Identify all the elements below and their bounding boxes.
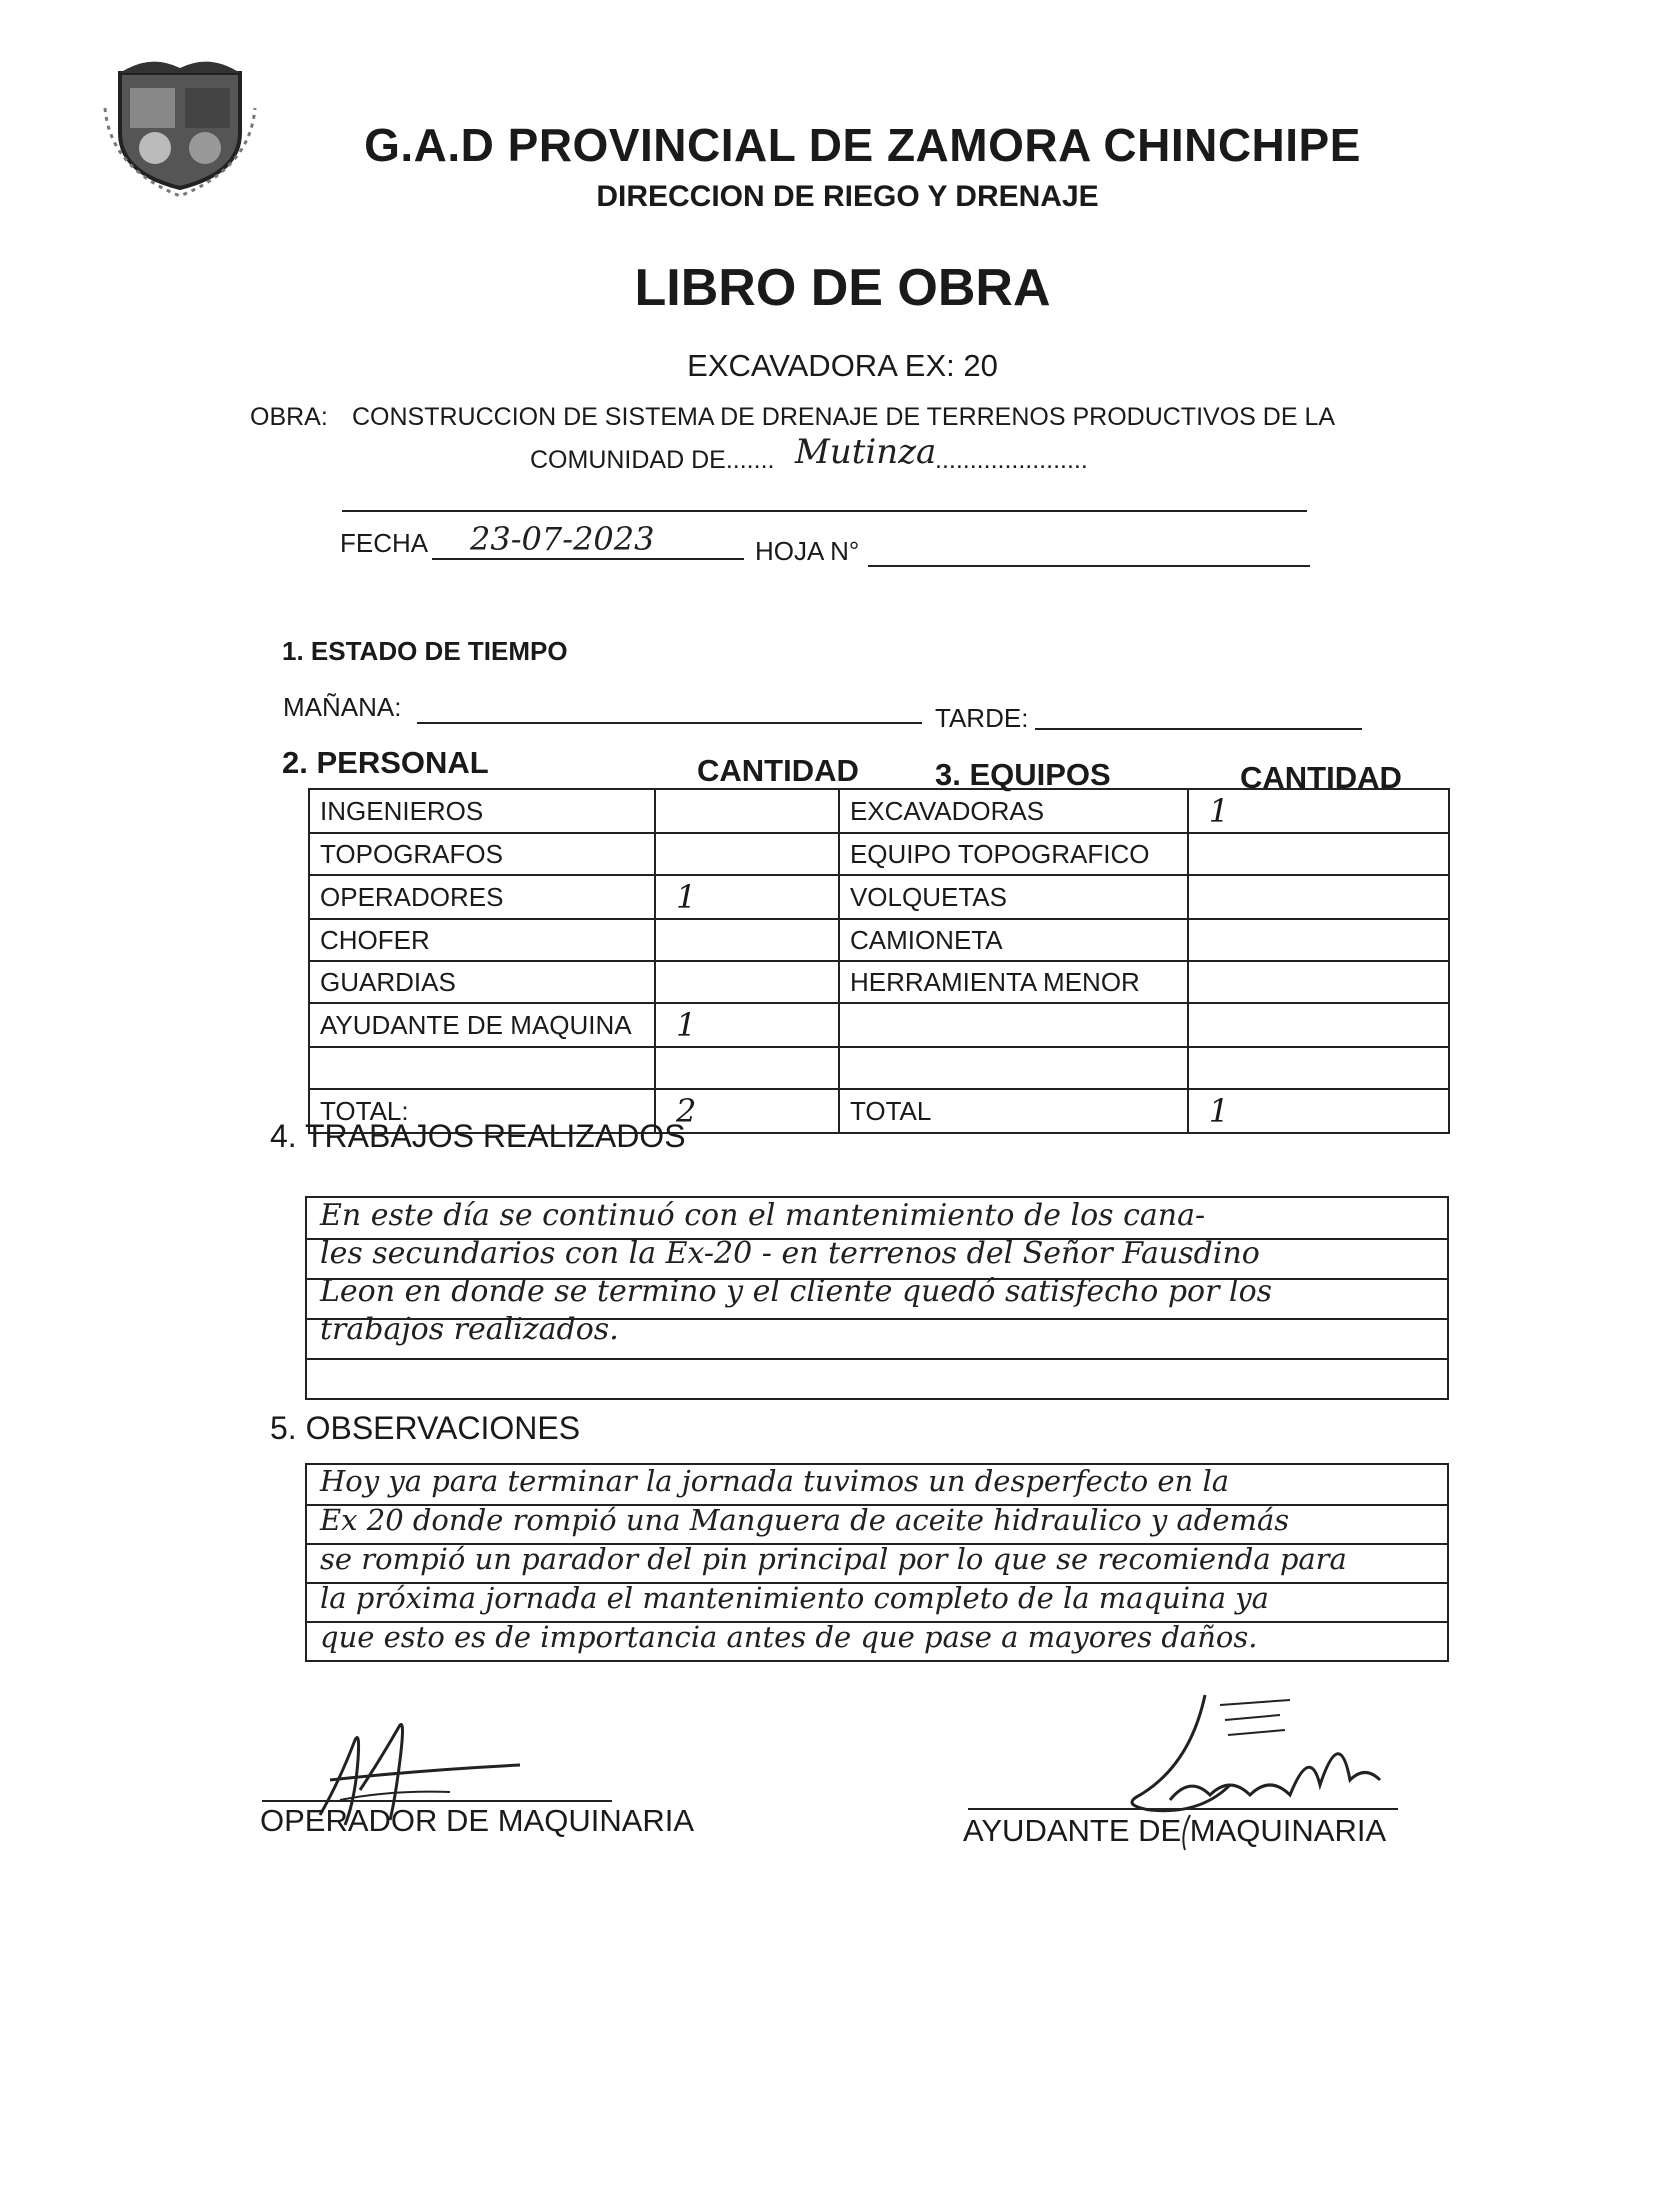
personal-label [309, 1047, 655, 1089]
personal-total-value: 2 [655, 1089, 839, 1133]
fecha-underline [432, 558, 744, 560]
equipo-cantidad [1188, 919, 1449, 961]
equipo-cantidad [1188, 875, 1449, 919]
personal-cantidad [655, 1047, 839, 1089]
observaciones-line: que esto es de importancia antes de que pase a mayores daños. [320, 1620, 1258, 1654]
ayudante-signature-line [968, 1808, 1398, 1810]
observaciones-line: se rompió un parador del pin principal por lo que se recomienda para [320, 1542, 1347, 1576]
table-row [309, 1047, 1449, 1089]
hoja-label: HOJA N° [755, 536, 860, 566]
fecha-value: 23-07-2023 [470, 520, 655, 558]
organization-title: G.A.D PROVINCIAL DE ZAMORA CHINCHIPE [364, 119, 1361, 171]
observaciones-line: Ex 20 donde rompió una Manguera de aceite hidraulico y además [320, 1503, 1290, 1537]
obra-description: CONSTRUCCION DE SISTEMA DE DRENAJE DE TERRENOS PRODUCTIVOS DE LA [352, 403, 1336, 431]
personal-equipos-table [308, 788, 1450, 1134]
table-row [309, 919, 1449, 961]
observaciones-text [320, 1462, 1450, 1657]
equipo-cantidad [1188, 961, 1449, 1003]
manana-underline [417, 722, 922, 724]
personal-cantidad [655, 789, 839, 833]
equipo-label: EXCAVADORAS [839, 789, 1188, 833]
observaciones-line: la próxima jornada el mantenimiento completo de la maquina ya [320, 1581, 1269, 1615]
fecha-label: FECHA [340, 528, 429, 558]
equipo-label: EQUIPO TOPOGRAFICO [839, 833, 1188, 875]
operador-signature-line [262, 1800, 612, 1802]
section-personal: 2. PERSONAL [282, 745, 489, 780]
personal-cantidad [655, 961, 839, 1003]
hoja-underline [868, 565, 1310, 567]
section-trabajos-realizados: 4. TRABAJOS REALIZADOS [270, 1118, 686, 1154]
equipo-label [839, 1003, 1188, 1047]
section-observaciones: 5. OBSERVACIONES [270, 1410, 581, 1446]
equipos-cantidad-header: CANTIDAD [1240, 760, 1402, 795]
personal-label: GUARDIAS [309, 961, 655, 1003]
table-row [309, 789, 1449, 833]
equipos-total-value: 1 [1188, 1089, 1449, 1133]
trabajos-text [320, 1197, 1450, 1349]
department-title: DIRECCION DE RIEGO Y DRENAJE [596, 180, 1099, 213]
equipo-cantidad [1188, 1003, 1449, 1047]
personal-cantidad: 1 [655, 875, 839, 919]
obra-underline [342, 510, 1307, 512]
table-row [309, 961, 1449, 1003]
personal-label: AYUDANTE DE MAQUINA [309, 1003, 655, 1047]
personal-cantidad [655, 919, 839, 961]
tarde-underline [1035, 728, 1362, 730]
table-row [309, 1003, 1449, 1047]
equipo-label [839, 1047, 1188, 1089]
document-title: LIBRO DE OBRA [634, 259, 1051, 317]
trabajos-line: trabajos realizados. [320, 1312, 619, 1347]
comunidad-label: COMUNIDAD DE....... [530, 446, 775, 474]
equipos-total-label: TOTAL [839, 1089, 1188, 1133]
equipo-cantidad [1188, 833, 1449, 875]
trabajos-line: En este día se continuó con el mantenimiento de los cana- [320, 1198, 1206, 1233]
obra-label: OBRA: [250, 403, 328, 431]
equipo-label: CAMIONETA [839, 919, 1188, 961]
personal-label: OPERADORES [309, 875, 655, 919]
personal-total-label: TOTAL: [309, 1089, 655, 1133]
trabajos-line: les secundarios con la Ex-20 - en terrenos del Señor Fausdino [320, 1236, 1260, 1271]
comunidad-dots: ...................... [935, 446, 1088, 474]
personal-cantidad [655, 833, 839, 875]
equipo-label: VOLQUETAS [839, 875, 1188, 919]
equipo-cantidad [1188, 1047, 1449, 1089]
ayudante-label: AYUDANTE DE MAQUINARIA [963, 1813, 1387, 1848]
observaciones-line: Hoy ya para terminar la jornada tuvimos un desperfecto en la [320, 1464, 1230, 1498]
document-subtitle: EXCAVADORA EX: 20 [687, 348, 998, 383]
table-row [309, 833, 1449, 875]
manana-label: MAÑANA: [283, 692, 402, 722]
section-equipos: 3. EQUIPOS [935, 757, 1111, 792]
table-row [309, 875, 1449, 919]
personal-cantidad: 1 [655, 1003, 839, 1047]
equipo-label: HERRAMIENTA MENOR [839, 961, 1188, 1003]
trabajos-line: Leon en donde se termino y el cliente quedó satisfecho por los [320, 1274, 1273, 1309]
personal-label: TOPOGRAFOS [309, 833, 655, 875]
equipo-cantidad: 1 [1188, 789, 1449, 833]
section-estado-tiempo: 1. ESTADO DE TIEMPO [282, 636, 568, 666]
comunidad-value: Mutinza [795, 432, 937, 472]
operador-label: OPERADOR DE MAQUINARIA [260, 1803, 695, 1838]
personal-cantidad-header: CANTIDAD [697, 753, 859, 788]
personal-label: INGENIEROS [309, 789, 655, 833]
tarde-label: TARDE: [935, 703, 1029, 733]
personal-label: CHOFER [309, 919, 655, 961]
